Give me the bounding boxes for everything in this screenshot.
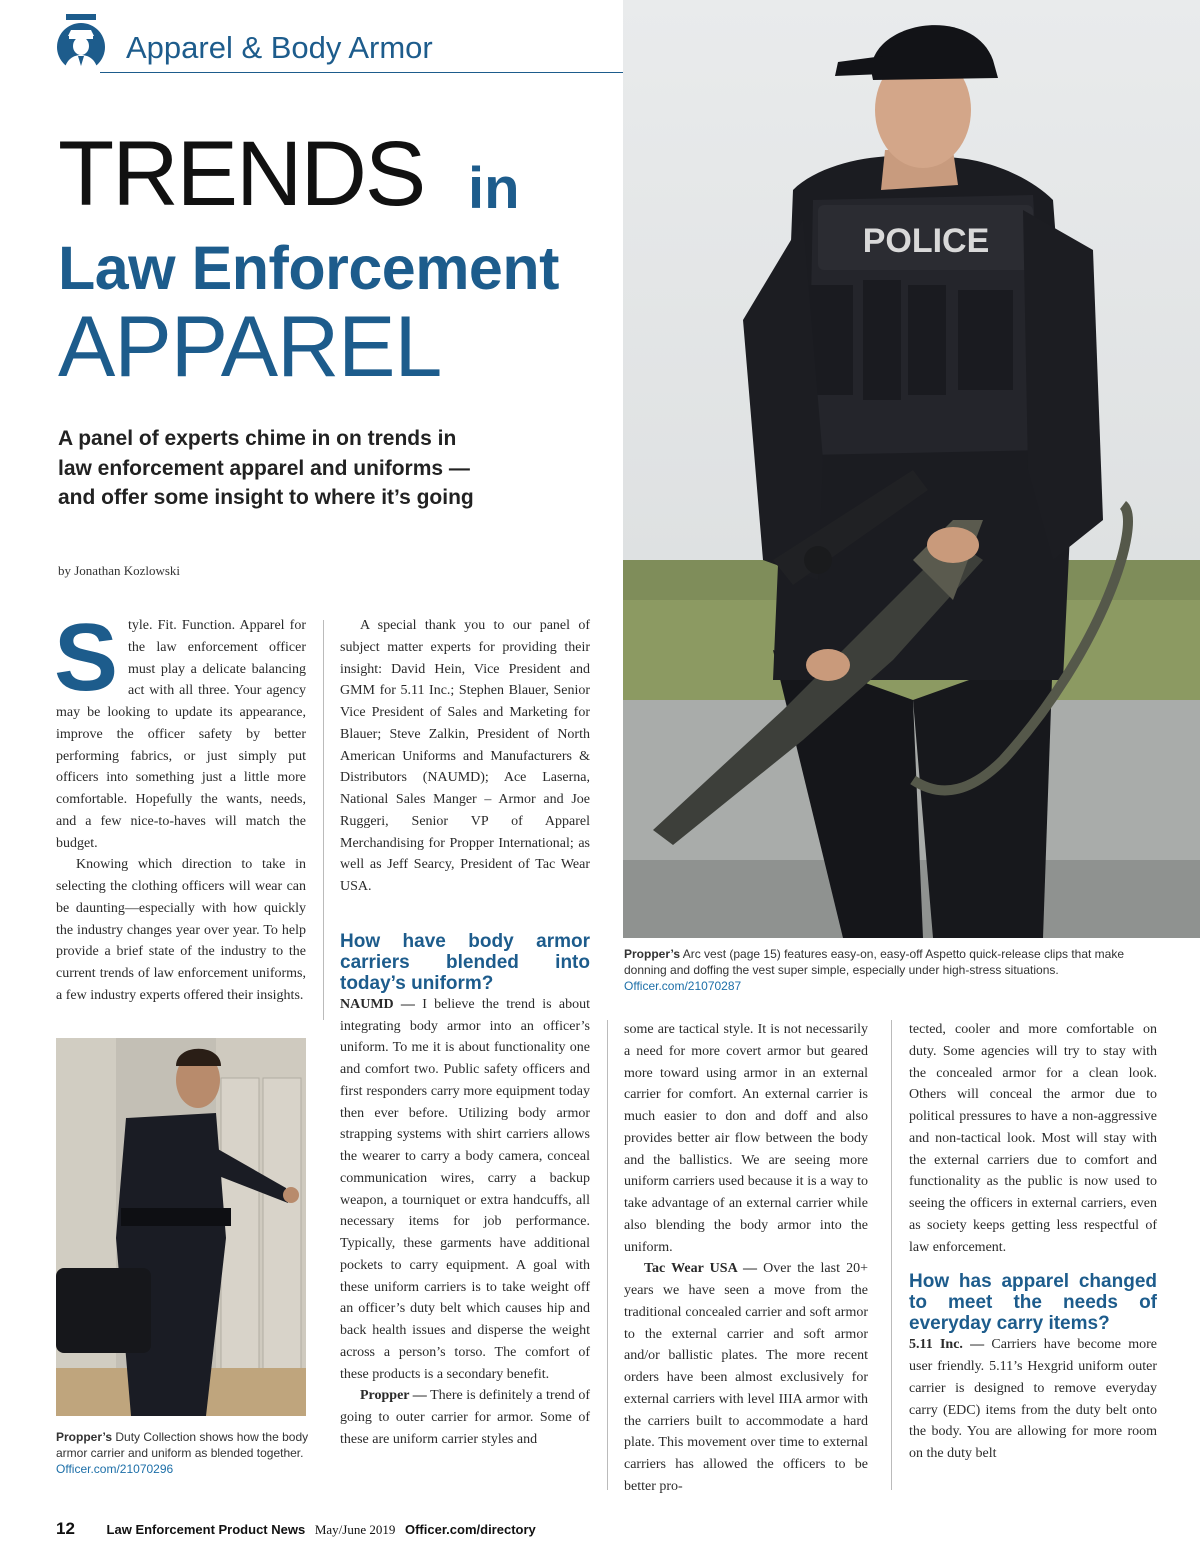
photo-officer-duty-collection <box>56 1038 306 1416</box>
paragraph: A special thank you to our panel of subject matter experts for providing their insight: David Hein, Vice President and GMM for 5.11 Inc.; Stephen Blauer, Senior Vice President of Sales and Marketing for Blauer; Steve Zalkin, President of North American Uniforms and Manufacturers & Distributors (NAUMD); Ace Laserna, National Sales Manger – Armor and Joe Ruggeri, Senior VP of Apparel Merchandising for Propper International; as well as Jeff Searcy, President of Tac Wear USA. <box>340 618 590 894</box>
caption-text: Duty Collection shows how the body armor carrier and uniform as blended together. <box>56 1430 309 1460</box>
page-footer <box>56 1519 536 1539</box>
answer-lead: Propper — <box>360 1388 427 1404</box>
answer-text: I believe the trend is about integrating body armor into an officer’s uniform. To me it is about functionality one and comfort two. Public safety officers and first responders carry more equipment today then ever before. Utilizing body armor strapping systems with shirt carriers allows the wearer to carry a body camera, conceal communication wires, carry a backup weapon, a tourniquet or extra handcuffs, all necessary items for job performance. Typically, these garments have additional pockets to carry equipment. A goal with these uniform carriers is to take weight off an officer’s duty belt which causes hip and back health issues and disperse the weight across a person’s torso. The comfort of these products is a secondary benefit. <box>340 996 590 1382</box>
headline-in: in <box>468 156 520 221</box>
article-column-2 <box>340 615 590 1451</box>
section-title: Apparel & Body Armor <box>126 30 433 65</box>
answer-text: Carriers have become more user friendly. 5.11’s Hexgrid uniform outer carrier is designed to remove everyday carry (EDC) items from the duty belt onto the body. You are allowing for more room on the duty belt <box>909 1337 1157 1461</box>
caption-link[interactable]: Officer.com/21070296 <box>56 1462 174 1476</box>
answer-text: There is definitely a trend of going to outer carrier for armor. Some of these are uniform carrier styles and <box>340 1388 590 1447</box>
caption-link[interactable]: Officer.com/21070287 <box>624 979 742 993</box>
article-deck: A panel of experts chime in on trends in law enforcement apparel and uniforms — and offer some insight to where it’s going <box>58 427 474 509</box>
question-heading: How have body armor carriers blended into today’s uniform? <box>340 930 590 994</box>
directory-link[interactable]: Officer.com/directory <box>404 1522 536 1537</box>
article-column-1 <box>54 604 306 1007</box>
issue-date: May/June 2019 <box>314 1522 396 1537</box>
vest-police-label: POLICE <box>862 222 990 260</box>
column-rule <box>323 620 324 1020</box>
paragraph: tected, cooler and more comfortable on duty. Some agencies will try to stay with the concealed armor for a clean look. Others will conceal the armor due to political pressures to have a non-aggressive and non-tactical look. Most will stay with the external carriers due to comfort and functionality as the public is now used to seeing the officers in external carriers, even as society keeps getting less respectful of law enforcement. <box>909 1022 1157 1255</box>
column-rule <box>607 1020 608 1490</box>
police-officer-icon <box>56 14 106 72</box>
publication-name: Law Enforcement Product News <box>106 1522 306 1537</box>
headline-apparel: APPAREL <box>58 299 442 395</box>
caption-lead: Propper’s <box>624 947 681 961</box>
answer-lead: 5.11 Inc. — <box>909 1337 985 1353</box>
headline-law-enforcement: Law Enforcement <box>58 234 559 302</box>
answer-lead: Tac Wear USA — <box>644 1261 758 1277</box>
article-column-4 <box>909 1019 1157 1465</box>
question-heading: How has apparel changed to meet the needs of everyday carry items? <box>909 1271 1157 1335</box>
paragraph: Knowing which direction to take in selecting the clothing officers will wear can be daunting—especially with how quickly the industry changes year over year. To help provide a brief state of the industry to the current trends of law enforcement uniforms, a few industry experts offered their insights. <box>56 857 306 1003</box>
caption-main-photo <box>624 946 1164 994</box>
page-number: 12 <box>56 1519 75 1538</box>
byline: by Jonathan Kozlowski <box>58 563 181 578</box>
headline-trends: TRENDS <box>58 123 425 225</box>
caption-lead: Propper’s <box>56 1430 113 1444</box>
drop-cap: S <box>54 604 119 711</box>
photo-officer-with-rifle <box>623 0 1200 938</box>
caption-text: Arc vest (page 15) features easy-on, easy-off Aspetto quick-release clips that make donning and doffing the vest super simple, especially under high-stress situations. <box>624 947 1125 977</box>
column-rule <box>891 1020 892 1490</box>
intro-paragraph: tyle. Fit. Function. Apparel for the law enforcement officer must play a delicate balancing act with all three. Your agency may be looking to update its appearance, improve the officer safety by better performing fabrics, or just simply put officers into something just a little more comfortable. Hopefully the wants, needs, and a few nice-to-haves will match the budget. <box>56 618 306 851</box>
article-column-3 <box>624 1019 868 1498</box>
paragraph: some are tactical style. It is not necessarily a need for more covert armor but geared more toward using armor in an external carrier for comfort. An external carrier is much easier to don and doff and also provides better air flow between the body and the ballistics. We are seeing more uniform carriers used because it is a way to take advantage of an external carrier while also blending the body armor into the uniform. <box>624 1022 868 1255</box>
answer-lead: NAUMD — <box>340 996 415 1012</box>
header-rule <box>100 72 623 73</box>
answer-text: Over the last 20+ years we have seen a move from the traditional concealed carrier and soft armor to the external carrier and soft armor and/or ballistic plates. The more recent orders have been almost exclusively for external carriers with level IIIA armor with the carriers built to accommodate a hard plate. This movement over time to external carriers has allowed the officers to be better pro- <box>624 1261 868 1494</box>
caption-small-photo <box>56 1429 311 1477</box>
